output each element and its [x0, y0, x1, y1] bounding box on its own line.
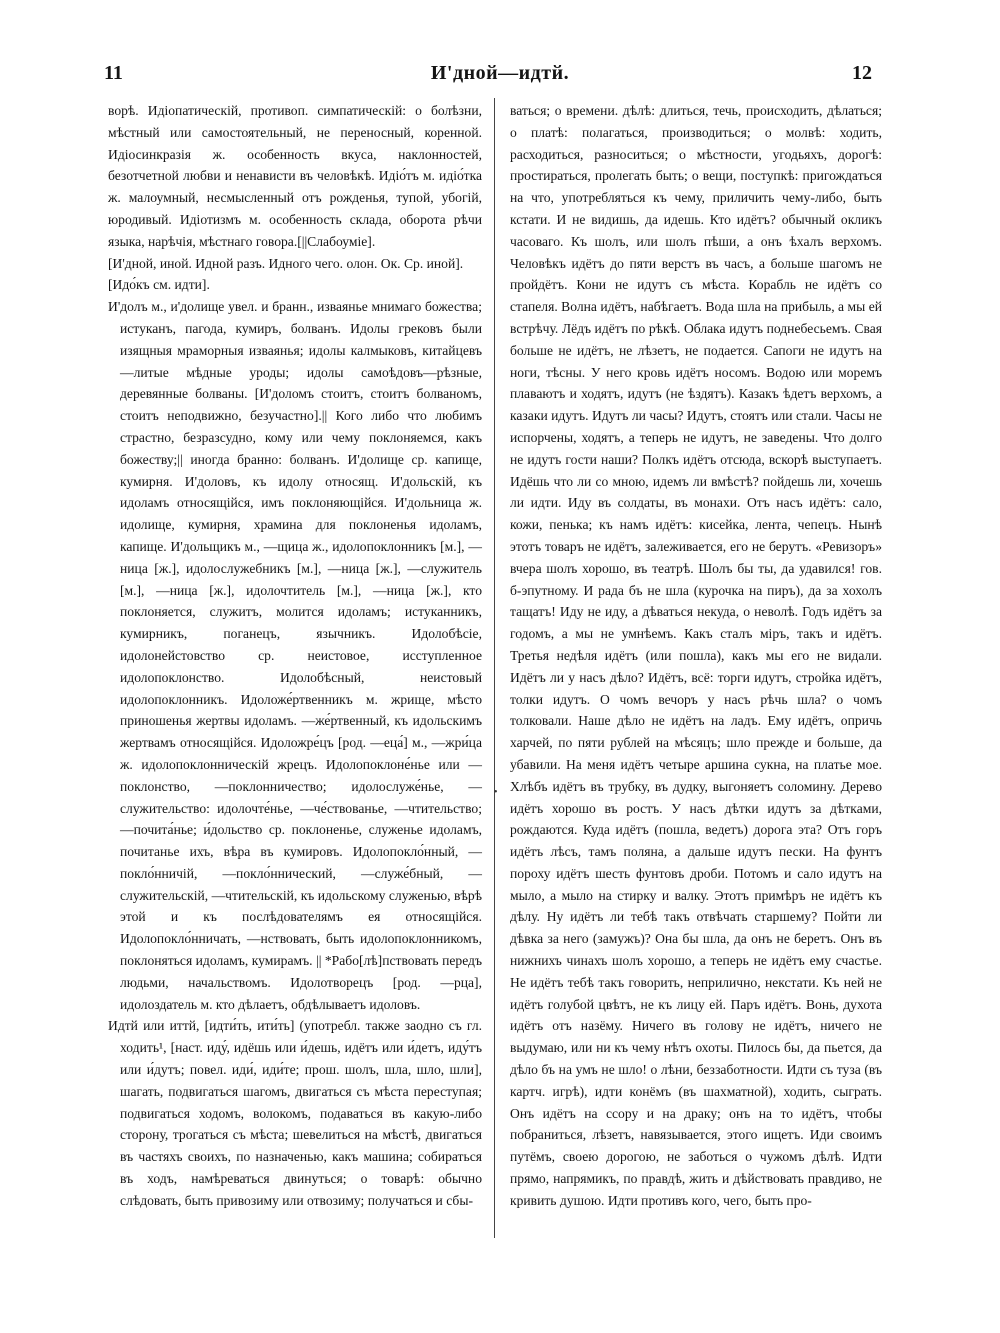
entry-idok: [Идо́къ см. идти]. — [108, 277, 210, 293]
left-page-number: 11 — [104, 62, 123, 84]
entry-idti-continued: ваться; о времени. дѣлѣ: длиться, течь, происходить, дѣлаться; о платѣ: полагаться, производиться; о молвѣ: ходить, расходиться, разноситься; о мѣстности, угодьяхъ, дорогѣ: простираться, пролегать быть; о вещи, поступкѣ: пригождаться на что, употребляться къ чему, приличить чему-либо, быть кстати. И не видишь, да идешь. Кто идётъ? обычный окликъ часоваго. Къ шолъ, или шолъ пѣши, а онъ ѣхалъ верхомъ. Человѣкъ идётъ до пяти верстъ въ часъ, а больше шагомъ не пройдётъ. Кони не идутъ съ мѣста. Корабль не идётъ со стапеля. Волна идётъ, набѣгаетъ. Вода шла на прибыль, а мы ей встрѣчу. Лёдъ идётъ по рѣкѣ. Облака идутъ поднебесьемъ. Свая больше не идётъ, не лѣзетъ, не подается. Сапоги не идутъ на ноги, тѣсны. У него кровь идётъ носомъ. Водою или моремъ плаваютъ и ходятъ, идутъ (не ѣздятъ). Казакъ ѣдетъ верхомъ, а казаки идутъ. Идутъ ли часы? Идутъ, стоятъ или стали. Часы не испорчены, ходятъ, а теперь не идутъ, не заведены. Что долго не идутъ гости наши? Полкъ идётъ отсюда, вскорѣ выступаетъ. Идёшь что ли со мною, идемъ ли вмѣстѣ? пойдешь ли, хочешь ли идти. Иду въ солдаты, въ монахи. Отъ насъ идётъ: сало, кожи, пенька; къ намъ идётъ: кисейка, лента, чепецъ. Нынѣ этотъ товаръ не идётъ, залеживается, его не берутъ. «Ревизоръ» вчера шолъ хорошо, въ театрѣ. Шолъ бы ты, да удавился! гов. б-эпутному. И рада бъ не шла (курочка на пиръ), да за хохолъ тащатъ! Иду не иду, а дѣваться некуда, о неволѣ. Годъ идётъ за годомъ, а мы не умнѣемъ. Какъ сталъ міръ, такъ и идётъ. Третья недѣля идётъ (или пошла), какъ мы его не видали. Идётъ ли у насъ дѣло? Идётъ, всё: торги идутъ, стройка идётъ, толки идутъ. О чомъ вечоръ у насъ рѣчь шла? о чомъ толковали. Наше дѣло не идётъ на ладъ. Ему идётъ, опричь харчей, по пяти рублей на мѣсяцъ; шло прежде и больше, да убавили. На меня идётъ четыре аршина сукна, на платье мое. Хлѣбъ идётъ въ трубку, въ дудку, выгоняетъ соломину. Дерево идётъ хорошо въ ростъ. У насъ дѣтки идутъ за дѣтками, рождаются. Куда идётъ (пошла, ведетъ) дорога эта? Отъ горъ идётъ лѣсъ, тамъ поляна, а дальше идутъ пески. На фунтъ пороху идётъ шесть фунтовъ дроби. Потомъ и сало идутъ на мыло, а мыло на стирку и валку. Этотъ примѣръ не идётъ къ дѣлу. Ну идётъ ли тебѣ такъ отвѣчать старшему? Пойти ли дѣвка за него (замужъ)? Она бы шла, да онъ не беретъ. Онъ въ нижнихъ чинахъ шолъ хорошо, а теперь не идётъ ему счастье. Не идётъ тебѣ такъ говорить, неприлично, некстати. Къ ней не идётъ голубой цвѣтъ, не къ лицу ей. Паръ идётъ. Вонь, духота идётъ отъ назёму. Ничего въ голову не идётъ, ничего не выдумаю, или ни къ чему нѣтъ охоты. Пилось бы, да пьется, да дѣло бъ на умъ не шло! о лѣни, беззаботности. Идти съ туза (въ картч. игрѣ), идти конёмъ (въ шахматной), ходить, сыграть. Онъ идётъ на ссору и на драку; онъ на то идётъ, чтобы побраниться, лѣзетъ, навязывается, этого ищетъ. Иди своимъ путёмъ, своею дорогою, не заботься о чужомъ дѣлѣ. Идти прямо, напрямикъ, по правдѣ, жить и дѣйствовать правдиво, не кривить душою. Идти противъ кого, чего, быть про- — [510, 103, 882, 1208]
left-column — [108, 100, 482, 1212]
running-head: И'дной—идтй. — [430, 62, 570, 84]
entry-idti: Идтй или иттй, [идти́ть, ити́ть] (употребл. также заодно съ гл. ходить¹, [наст. иду́, идёшь или и́дешь, идётъ или и́детъ, иду́тъ или и́дутъ; повел. иди́, иди́те; прош. шолъ, шла, шло, шли], шагать, подвигаться шагомъ, двигаться съ мѣста переступая; подвигаться ходомъ, волокомъ, подаваться въ какую-либо сторону, трогаться съ мѣста; шевелиться на мѣстѣ, двигаться въ частяхъ своихъ, по назначенью, какъ машина; собираться въ ходъ, намѣреваться двинуться; о товарѣ: обычно слѣдовать, быть привозиму или отвозиму; получаться и сбы- — [108, 1018, 482, 1208]
entry-idol: И'долъ м., и'долище увел. и бранн., изваянье мнимаго божества; истуканъ, пагода, кумиръ, болванъ. Идолы грековъ были изящныя мраморныя изваянья; идолы калмыковъ, китайцевъ—литые мѣдные уроды; идолы самоѣдовъ—рѣзные, деревянные болваны. [И'доломъ стоитъ, стоитъ болваномъ, стоитъ неподвижно, безучастно].|| Кого либо что любимъ страстно, безразсудно, кому или чему поклоняемся, какъ божеству;|| иногда бранно: болванъ. И'долище ср. капище, кумирня. И'доловъ, къ идолу относящ. И'дольскій, къ идоламъ относящійся, имъ поклоняющійся. И'дольница ж. идолище, кумирня, храмина для поклоненья идоламъ, капище. И'дольщикъ м., —щица ж., идолопоклонникъ [м.], —ница [ж.], идолослужебникъ [м.], —ница [ж.], —служитель [м.], —ница [ж.], идолочтитель [м.], —ница [ж.], кто поклоняется, служитъ, молится идоламъ; истуканникъ, кумирникъ, поганецъ, язычникъ. Идолобѣсіе, идолонейстовство ср. неистовое, исступленное идолопоклонство. Идолобѣсный, неистовый идолопоклонникъ. Идоложе́ртвенникъ м. жрище, мѣсто приношенья жертвы идоламъ. —же́ртвенный, къ идольскимъ жертвамъ относящійся. Идоложре́цъ [род. —еца́] м., —жри́ца ж. идолопоклонническій жрецъ. Идолопоклоне́нье или —поклонство, —поклонничество; идолослуже́нье, —служительство: идолочте́нье, —че́ствованье, —чтительство; —почита́нье; и́дольство ср. поклоненье, служенье идоламъ, почитанье ихъ, вѣра въ кумировъ. Идолопокло́нный, —покло́нничій, —покло́ннический, —служе́бный, —служительскій, —чтительскій, къ идольскому служенью, вѣрѣ этой и къ послѣдователямъ ея относящійся. Идолопокло́нничать, —нствовать, быть идолопоклонникомъ, поклоняться идоламъ, кумирамъ. || *Рабо[лѣ]пствовать передъ людьми, начальствомъ. Идолотворецъ [род. —рца], идолоздатель м. кто дѣлаетъ, обдѣлываетъ идоловъ. — [108, 299, 482, 1012]
right-column — [510, 100, 882, 1212]
entry-idnoy: [И'дной, иной. Идной разъ. Идного чего. олон. Ок. Ср. иной]. — [108, 255, 464, 271]
entry-continuation: ворѣ. Идіопатическій, противоп. симпатическій: о болѣзни, мѣстный или самостоятельный, не переносный, коренной. Идіосинкразія ж. особенность вкуса, наклонностей, безотчетной любви и ненависти въ человѣкѣ. Идіо́тъ м. идіо́тка ж. малоумный, несмысленный отъ рожденья, тупой, убогій, юродивый. Идіотизмъ м. особенность склада, оборота рѣчи языка, нарѣчія, мѣстнаго говора.[||Слабоумiе]. — [108, 103, 482, 249]
column-divider — [494, 98, 495, 1238]
margin-mark: • — [494, 787, 498, 798]
right-page-number: 12 — [852, 62, 872, 84]
